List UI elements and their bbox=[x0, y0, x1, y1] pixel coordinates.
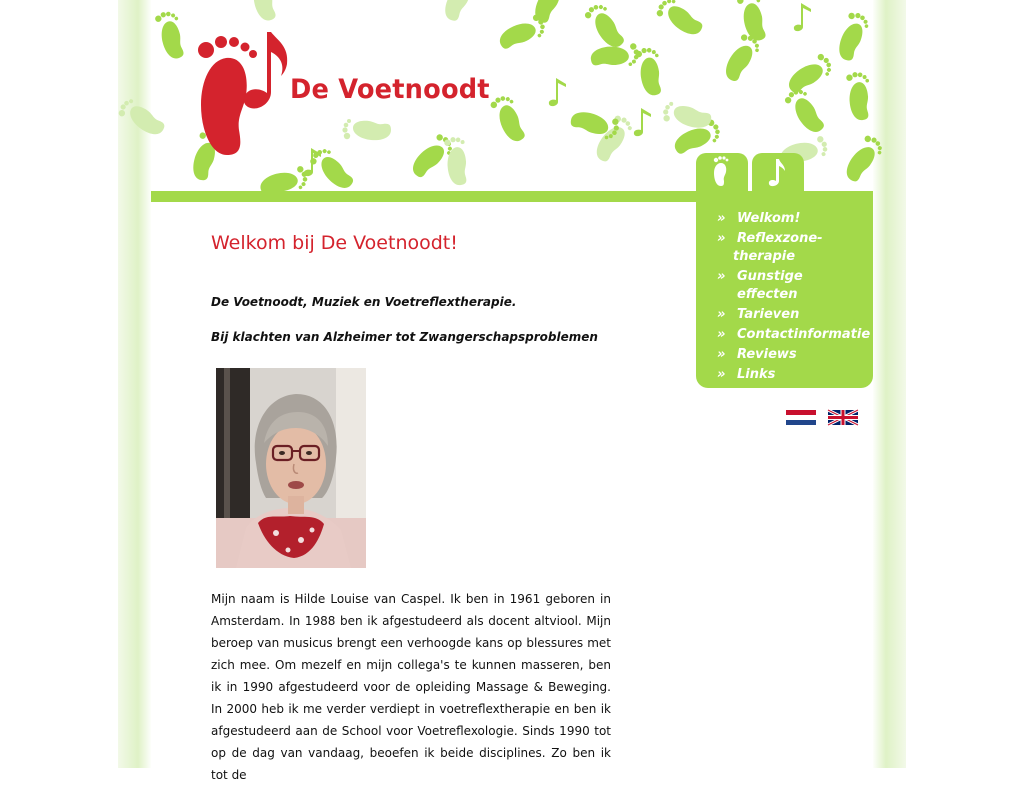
nav-bullet: » bbox=[717, 307, 726, 322]
nav-bullet: » bbox=[717, 269, 726, 284]
nav-item-label: Welkom! bbox=[737, 211, 801, 226]
nav-item-reviews[interactable] bbox=[696, 346, 873, 364]
site-title[interactable]: De Voetnoodt bbox=[290, 74, 490, 105]
nav-item-label: Tarieven bbox=[737, 307, 800, 322]
nav-item-label: Gunstige effecten bbox=[737, 269, 803, 302]
tab-footprint[interactable] bbox=[696, 153, 748, 191]
intro-line-1: De Voetnoodt, Muziek en Voetreflextherapie. bbox=[211, 295, 517, 309]
language-switcher bbox=[786, 410, 866, 426]
portrait-photo bbox=[216, 368, 366, 568]
nav-item-gunstige-effecten[interactable] bbox=[696, 268, 873, 304]
page bbox=[151, 0, 873, 782]
page-title: Welkom bij De Voetnoodt! bbox=[211, 232, 458, 254]
nav-item-welkom[interactable] bbox=[696, 210, 873, 228]
main-navigation bbox=[696, 202, 873, 388]
intro-line-2: Bij klachten van Alzheimer tot Zwangerschapsproblemen bbox=[211, 330, 598, 344]
nav-bullet: » bbox=[717, 231, 726, 246]
tab-music[interactable] bbox=[752, 153, 804, 191]
nav-bullet: » bbox=[717, 367, 726, 382]
nav-bullet: » bbox=[717, 327, 726, 342]
dutch-flag-icon[interactable] bbox=[786, 410, 816, 425]
music-note-icon bbox=[752, 153, 804, 191]
nav-item-tarieven[interactable] bbox=[696, 306, 873, 324]
uk-flag-icon[interactable] bbox=[828, 410, 858, 425]
nav-item-contactinformatie[interactable] bbox=[696, 326, 873, 344]
biography-text: Mijn naam is Hilde Louise van Caspel. Ik ben in 1961 geboren in Amsterdam. In 1988 ben ik afgestudeerd als docent altviool. Mijn beroep van musicus brengt een verhoogde kans op blessures met zich mee. Om mezelf en mijn collega's te kunnen masseren, ben ik in 1990 afgestudeerd voor de opleiding Massage & Beweging. In 2000 heb ik me verder verdiept in voetreflextherapie en ben ik afgestudeerd aan de School voor Voetreflexologie. Sinds 1990 tot op de dag van vandaag, beoefen ik beide disciplines. Zo ben ik tot de bbox=[211, 592, 611, 782]
nav-item-links[interactable] bbox=[696, 366, 873, 384]
footprint-icon bbox=[696, 153, 748, 191]
main-content bbox=[211, 230, 611, 782]
nav-item-reflexzonetherapie[interactable] bbox=[696, 230, 873, 266]
header bbox=[151, 0, 873, 191]
header-divider bbox=[151, 191, 873, 202]
nav-item-label: Links bbox=[737, 367, 776, 382]
nav-item-label: Contactinformatie bbox=[737, 327, 871, 342]
nav-bullet: » bbox=[717, 347, 726, 362]
nav-bullet: » bbox=[717, 211, 726, 226]
nav-item-label: Reviews bbox=[737, 347, 797, 362]
nav-item-label-continued: therapie bbox=[733, 249, 796, 264]
nav-item-label: Reflexzone- bbox=[737, 231, 823, 246]
